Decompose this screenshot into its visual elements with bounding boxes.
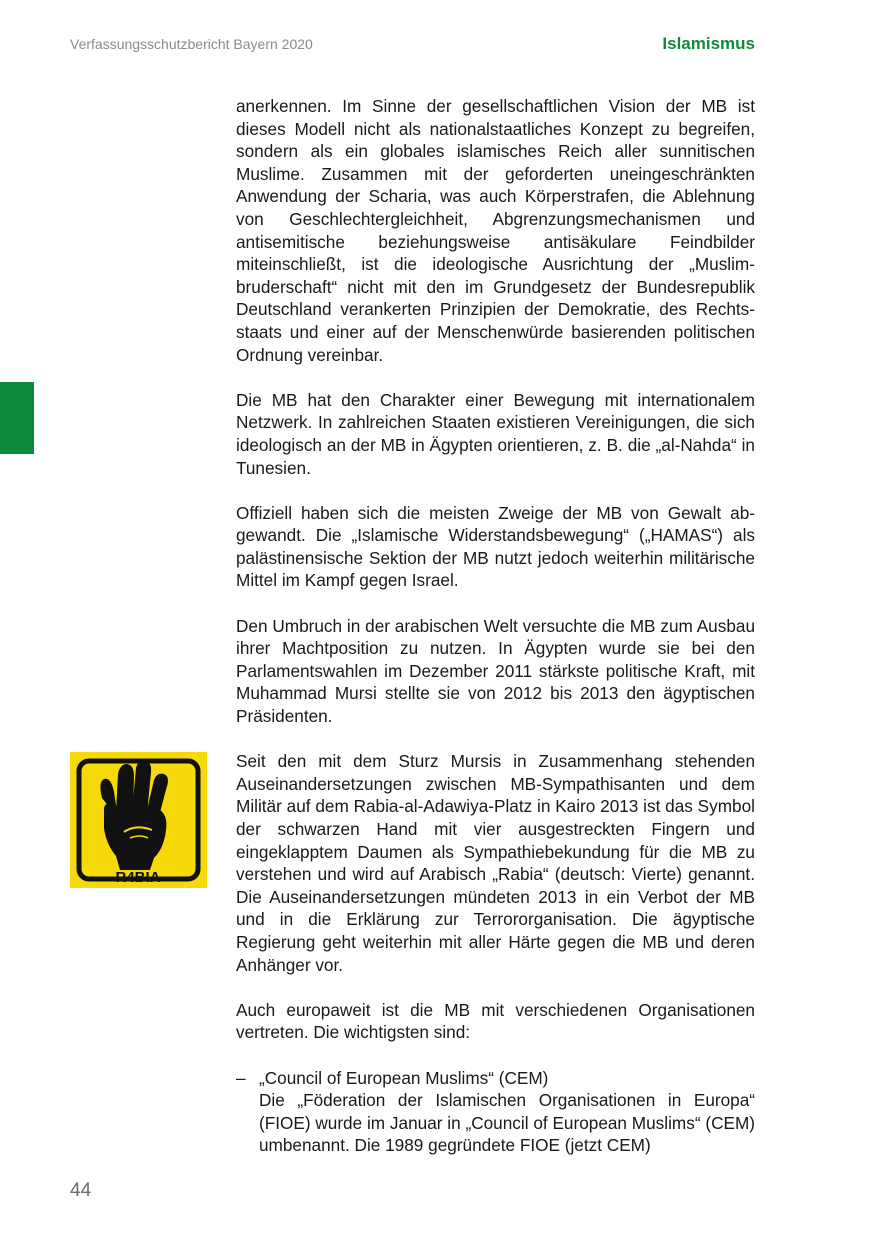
paragraph-3: Offiziell haben sich die meisten Zweige der MB von Gewalt abgewandt. Die „Islamische Widerstandsbewegung“ („HAMAS“) als palästinensische Sektion der MB nutzt jedoch weiterhin militärische Mittel im Kampf gegen Israel. [236, 502, 755, 591]
organization-list [236, 1067, 755, 1157]
rabia-hand-icon [70, 752, 207, 888]
paragraph-6: Auch europaweit ist die MB mit verschiedenen Organisationen vertreten. Die wichtigsten sind: [236, 999, 755, 1043]
paragraph-5: Seit den mit dem Sturz Mursis in Zusammenhang stehenden Auseinandersetzungen zwischen MB-Sympathisanten und dem Militär auf dem Rabia-al-Adawiya-Platz in Kairo 2013 ist das Symbol der schwarzen Hand mit vier ausgestreckten Fingern und eingeklapptem Daumen als Sympathiebekundung für die MB zu verstehen und wird auf Arabisch „Rabia“ (deutsch: Vierte) genannt. Die Auseinandersetzungen mündeten 2013 in ein Verbot der MB und in die Erklärung zur Terrororganisation. Die ägyptische Regierung geht weiterhin mit aller Härte gegen die MB und deren Anhänger vor. [236, 751, 755, 975]
paragraph-2: Die MB hat den Charakter einer Bewegung mit internationalem Netzwerk. In zahlreichen Staaten existieren Vereinigungen, die sich ideologisch an der MB in Ägypten orientieren, z. B. die „al-Nahda“ in Tunesien. [236, 389, 755, 478]
logo-text: R4BIA [115, 869, 161, 886]
body-text [236, 95, 755, 1157]
list-item [236, 1067, 755, 1157]
list-item-text: Die „Föderation der Islamischen Organisationen in Europa“ (FIOE) wurde im Januar in „Council of European Muslims“ (CEM) umbenannt. Die 1989 gegründete FIOE (jetzt CEM) [259, 1090, 755, 1156]
section-title: Islamismus [662, 34, 755, 53]
list-item-title: „Council of European Muslims“ (CEM) [259, 1067, 549, 1088]
report-title: Verfassungsschutzbericht Bayern 2020 [70, 36, 313, 52]
rabia-logo [70, 752, 207, 888]
paragraph-1: anerkennen. Im Sinne der gesellschaftlichen Vision der MB ist dieses Modell nicht als nationalstaatliches Konzept zu begreifen, sondern als ein globales islamisches Reich aller sunnitischen Muslime. Zusammen mit der geforderten uneingeschränkten Anwendung der Scharia, was auch Körperstrafen, die Ablehnung von Geschlechtergleichheit, Abgrenzungsmechanismen und antisemitische beziehungsweise antisäkulare Feindbilder miteinschließt, ist die ideologische Ausrichtung der „Muslimbruderschaft“ nicht mit den im Grundgesetz der Bundesrepublik Deutschland verankerten Prinzipien der Demokratie, des Rechtsstaats und einer auf der Menschenwürde basierenden politischen Ordnung vereinbar. [236, 96, 755, 365]
list-dash: – [236, 1067, 246, 1088]
page-number: 44 [70, 1180, 92, 1201]
section-marker-tab [0, 382, 34, 454]
paragraph-4: Den Umbruch in der arabischen Welt versuchte die MB zum Ausbau ihrer Machtposition zu nutzen. In Ägypten wurde sie bei den Parlamentswahlen im Dezember 2011 stärkste politische Kraft, mit Muhammad Mursi stellte sie von 2012 bis 2013 den ägyptischen Präsidenten. [236, 615, 755, 727]
